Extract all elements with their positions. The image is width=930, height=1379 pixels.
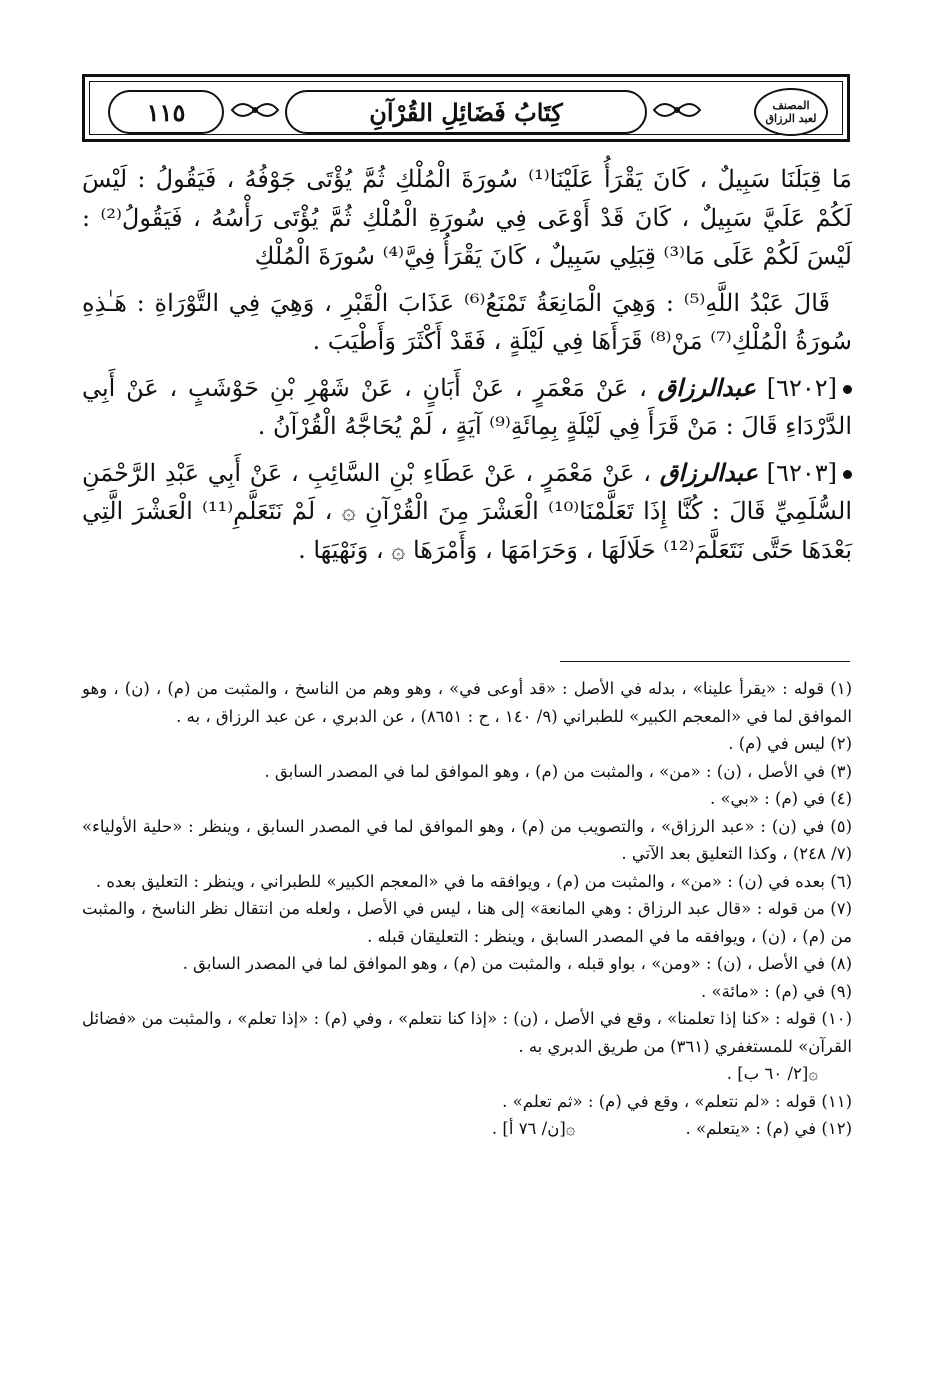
hadith-number: [٦٢٠٢] bbox=[766, 373, 837, 402]
ornament-icon bbox=[230, 96, 280, 124]
hadith-text: ، عَنْ مَعْمَرٍ ، عَنْ أَبَانٍ ، عَنْ شَهْرِ بْنِ حَوْشَبٍ ، عَنْ أَبِي الدَّرْدَاءِ قَالَ : مَنْ قَرَأَ فِي لَيْلَةٍ بِمِائَةِ⁽⁹⁾ آيَةٍ ، لَمْ يُحَاجَّهُ الْقُرْآنُ . bbox=[82, 373, 852, 440]
book-title: كِتَابُ فَضَائِلِ القُرْآنِ bbox=[285, 90, 647, 134]
footnote-12-row bbox=[82, 1115, 852, 1143]
hadith-number: [٦٢٠٣] bbox=[766, 458, 837, 487]
paragraph-abdullah: قَالَ عَبْدُ اللَّهِ⁽⁵⁾ : وَهِيَ الْمَانِعَةُ تَمْنَعُ⁽⁶⁾ عَذَابَ الْقَبْرِ ، وَهِيَ فِي التَّوْرَاةِ : هَـٰذِهِ سُورَةُ الْمُلْكِ⁽⁷⁾ مَنْ⁽⁸⁾ قَرَأَهَا فِي لَيْلَةٍ ، فَقَدْ أَكْثَرَ وَأَطْيَبَ . bbox=[82, 288, 852, 355]
footnote-9: (٩) في (م) : «مائة» . bbox=[700, 981, 852, 1001]
bullet-icon bbox=[843, 385, 852, 394]
footnote-2: (٢) ليس في (م) . bbox=[728, 734, 852, 753]
main-text bbox=[82, 160, 852, 577]
hadith-text: ، عَنْ مَعْمَرٍ ، عَنْ عَطَاءِ بْنِ السَّائِبِ ، عَنْ أَبِي عَبْدِ الرَّحْمَنِ السُّلَمِيِّ قَالَ : كُنَّا إِذَا تَعَلَّمْنَا⁽¹⁰⁾ الْعَشْرَ مِنَ الْقُرْآنِ ۞ ، لَمْ نَتَعَلَّمِ⁽¹¹⁾ الْعَشْرَ الَّتِي بَعْدَهَا حَتَّى نَتَعَلَّمَ⁽¹²⁾ حَلَالَهَا ، وَحَرَامَهَا ، وَأَمْرَهَا ۞ ، وَنَهْيَهَا . bbox=[82, 458, 853, 564]
narrator-name: عبدالرزاق bbox=[659, 457, 758, 487]
folio-marker: ۞[٢/ ٦٠ ب] . bbox=[726, 1064, 818, 1083]
logo-line2: لعبد الرزاق bbox=[765, 112, 817, 125]
ornament-icon bbox=[652, 96, 702, 124]
hadith-6203 bbox=[82, 454, 852, 570]
footnote-8: (٨) في الأصل ، (ن) : «ومن» ، بواو قبله ، والمثبت من (م) ، وهو الموافق لما في المصدر السابق . bbox=[182, 954, 852, 973]
folio-marker: ۞[ن/ ٧٦ أ] . bbox=[491, 1119, 576, 1138]
footnote-6: (٦) بعده في (ن) : «من» ، والمثبت من (م) ، ويوافقه ما في «المعجم الكبير» للطبراني ، وينظر : التعليق بعده . bbox=[95, 871, 852, 891]
header-frame bbox=[89, 81, 843, 135]
paragraph-continuation: مَا قِبَلَنَا سَبِيلٌ ، كَانَ يَقْرَأُ عَلَيْنَا⁽¹⁾ سُورَةَ الْمُلْكِ ثُمَّ يُؤْتَى جَوْفُهُ ، فَيَقُولُ : لَيْسَ لَكُمْ عَلَيَّ سَبِيلٌ ، كَانَ قَدْ أَوْعَى فِي سُورَةِ الْمُلْكِ ثُمَّ يُؤْتَى رَأْسُهُ ، فَيَقُولُ⁽²⁾ : لَيْسَ لَكُمْ عَلَى مَا⁽³⁾ قِبَلِي سَبِيلٌ ، كَانَ يَقْرَأُ فِيَّ⁽⁴⁾ سُورَةَ الْمُلْكِ bbox=[82, 165, 852, 270]
logo-line1: المصنف bbox=[772, 99, 810, 112]
footnote-10: (١٠) قوله : «كنا إذا تعلمنا» ، وقع في الأصل ، (ن) : «إذا كنا نتعلم» ، وفي (م) : «إذا تعلم» ، والمثبت من «فضائل القرآن» للمستغفري (٣٦١) من طريق الدبري به . bbox=[82, 1009, 852, 1056]
narrator-name: عبدالرزاق bbox=[657, 372, 756, 402]
footnote-11: (١١) قوله : «لم نتعلم» ، وقع في (م) : «ثم تعلم» . bbox=[502, 1091, 852, 1111]
footnote-separator bbox=[560, 661, 850, 662]
hadith-6202 bbox=[82, 369, 852, 446]
book-logo bbox=[754, 88, 828, 136]
footnote-1: (١) قوله : «يقرأ علينا» ، بدله في الأصل : «قد أوعى في» ، وهو وهم من الناسخ ، والمثبت من (م) ، (ن) ، وهو الموافق لما في «المعجم الكبير» للطبراني (٩/ ١٤٠ ، ح : ٨٦٥١) ، عن الدبري ، عن عبد الرزاق ، به . bbox=[82, 679, 852, 726]
footnote-4: (٤) في (م) : «بي» . bbox=[709, 789, 852, 808]
footnotes bbox=[82, 675, 852, 1143]
page-number: ١١٥ bbox=[108, 90, 224, 134]
footnote-3: (٣) في الأصل ، (ن) : «من» ، والمثبت من (م) ، وهو الموافق لما في المصدر السابق . bbox=[264, 761, 852, 781]
footnote-5: (٥) في (ن) : «عبد الرزاق» ، والتصويب من (م) ، وهو الموافق لما في المصدر السابق ، وينظر : «حلية الأولياء» (٧/ ٢٤٨) ، وكذا التعليق بعد الآتي . bbox=[82, 816, 852, 863]
page-header bbox=[82, 74, 850, 142]
bullet-icon bbox=[843, 470, 852, 479]
footnote-7: (٧) من قوله : «قال عبد الرزاق : وهي المانعة» إلى هنا ، ليس في الأصل ، ولعله من انتقال نظر الناسخ ، والمثبت من (م) ، (ن) ، ويوافقه ما في المصدر السابق ، وينظر : التعليقان قبله . bbox=[82, 899, 852, 946]
footnote-12: (١٢) في (م) : «يتعلم» . bbox=[685, 1119, 852, 1138]
